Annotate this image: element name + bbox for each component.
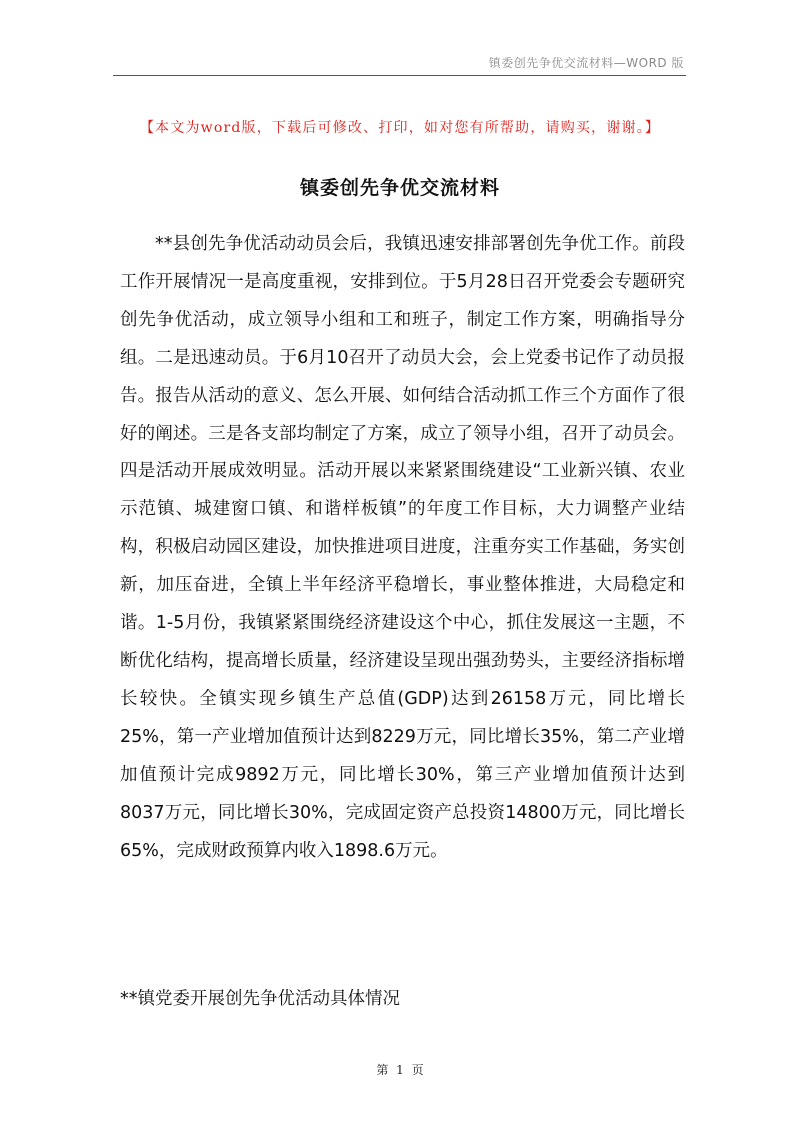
running-header: 镇委创先争优交流材料—WORD 版 — [488, 56, 684, 70]
page-number: 第 1 页 — [376, 1063, 424, 1077]
body-paragraph: **县创先争优活动动员会后，我镇迅速安排部署创先争优工作。前段工作开展情况一是高度重视，安排到位。于5月28日召开党委会专题研究创先争优活动，成立领导小组和工和班子，制定工作方案，明确指导分组。二是迅速动员。于6月10召开了动员大会，会上党委书记作了动员报告。报告从活动的意义、怎么开展、如何结合活动抓工作三个方面作了很好的阐述。三是各支部均制定了方案，成立了领导小组，召开了动员会。四是活动开展成效明显。活动开展以来紧紧围绕建设“工业新兴镇、农业示范镇、城建窗口镇、和谐样板镇”的年度工作目标，大力调整产业结构，积极启动园区建设，加快推进项目进度，注重夯实工作基础，务实创新，加压奋进，全镇上半年经济平稳增长，事业整体推进，大局稳定和谐。1-5月份，我镇紧紧围绕经济建设这个中心，抓住发展这一主题，不断优化结构，提高增长质量，经济建设呈现出强劲势头，主要经济指标增长较快。全镇实现乡镇生产总值(GDP)达到26158万元，同比增长25%，第一产业增加值预计达到8229万元，同比增长35%，第二产业增加值预计完成9892万元，同比增长30%，第三产业增加值预计达到8037万元，同比增长30%，完成固定资产总投资14800万元，同比增长65%，完成财政预算内收入1898.6万元。 — [120, 234, 685, 861]
section-subheading: **镇党委开展创先争优活动具体情况 — [120, 989, 400, 1009]
download-notice: 【本文为word版，下载后可修改、打印，如对您有所帮助，请购买，谢谢。】 — [139, 120, 661, 136]
document-title: 镇委创先争优交流材料 — [299, 177, 500, 199]
document-body — [120, 226, 685, 870]
header-divider — [113, 75, 686, 76]
